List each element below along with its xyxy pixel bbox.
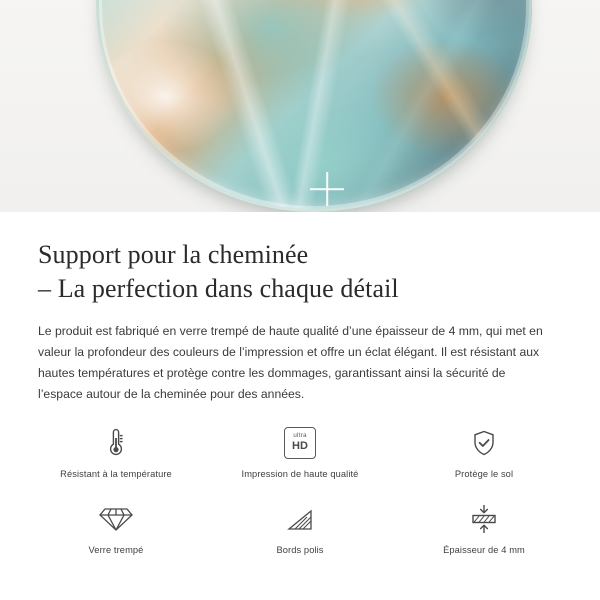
ultra-hd-badge-top: ultra [293, 432, 307, 440]
ultra-hd-icon [284, 425, 316, 461]
feature-label: Résistant à la température [60, 468, 172, 479]
diamond-icon [98, 501, 134, 537]
feature-thickness [392, 501, 576, 577]
feature-label: Verre trempé [88, 544, 144, 555]
polished-edges-icon [284, 501, 316, 537]
content-block [0, 212, 600, 405]
feature-label: Épaisseur de 4 mm [443, 544, 525, 555]
feature-floor-protection [392, 425, 576, 501]
description-paragraph: Le produit est fabriqué en verre trempé de haute qualité d’une épaisseur de 4 mm, qui met en valeur la profondeur des couleurs de l’impression et offre un éclat élégant. Il est résistant aux hautes températures et protège contre les dommages, garantissant ainsi la sécurité de l’espace autour de la cheminée pour des années. [38, 323, 543, 401]
feature-print-quality [208, 425, 392, 501]
ultra-hd-badge-bottom: HD [292, 439, 308, 452]
feature-label: Impression de haute qualité [241, 468, 359, 479]
feature-temperature [24, 425, 208, 501]
round-glass-panel [96, 0, 532, 212]
feature-label: Bords polis [276, 544, 324, 555]
feature-tempered-glass [24, 501, 208, 577]
feature-grid [0, 425, 600, 577]
feature-label: Protège le sol [454, 468, 514, 479]
shield-check-icon [467, 425, 501, 461]
feature-polished-edges [208, 501, 392, 577]
headline-line-2: – La perfection dans chaque détail [38, 274, 399, 304]
thermometer-icon [99, 425, 133, 461]
thickness-arrows-icon [467, 501, 501, 537]
hero-image [0, 0, 600, 212]
headline-line-1: Support pour la cheminée [38, 240, 309, 269]
page-title [38, 238, 562, 307]
